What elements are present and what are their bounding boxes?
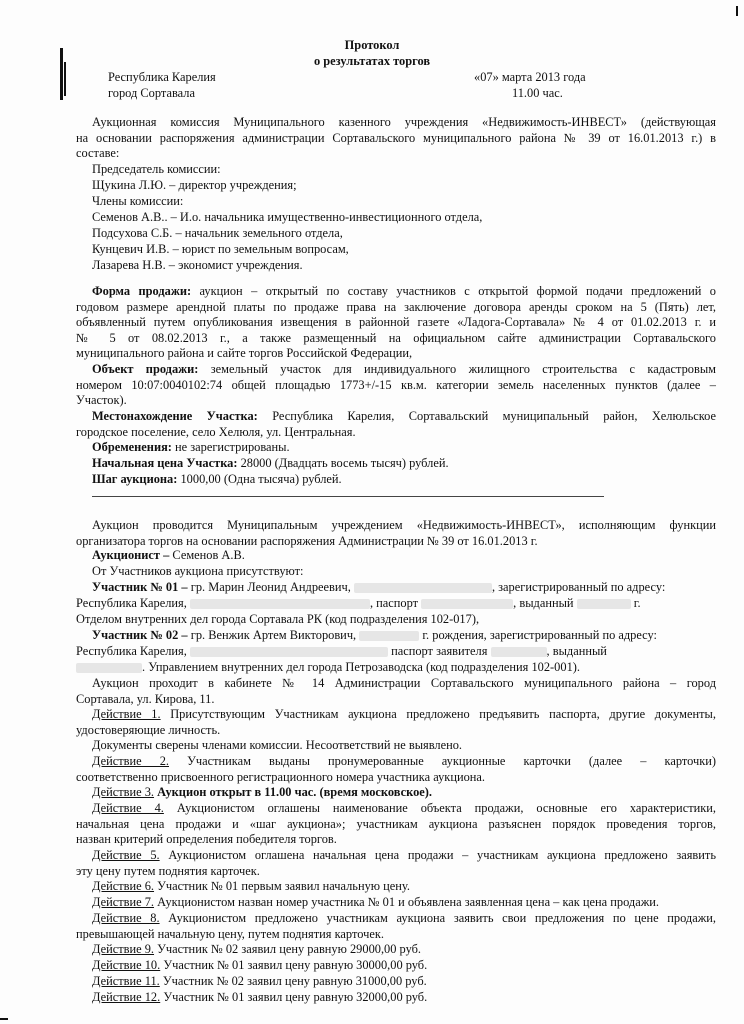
action-10: Действие 10. Участник № 01 заявил цену равную 30000,00 руб. xyxy=(92,958,428,972)
edge-mark xyxy=(0,1018,8,1020)
redacted-block xyxy=(359,631,419,641)
redacted-block xyxy=(190,599,370,609)
header-city: город Сортавала xyxy=(108,86,195,100)
action-9: Действие 9. Участник № 02 заявил цену равную 29000,00 руб. xyxy=(92,942,422,956)
present-label: От Участников аукциона присутствуют: xyxy=(92,564,304,578)
action-11: Действие 11. Участник № 02 заявил цену равную 31000,00 руб. xyxy=(92,974,427,988)
commission-member: Кунцевич И.В. – юрист по земельным вопросам, xyxy=(92,242,349,256)
participant-2-line: Участник № 02 – гр. Венжик Артем Викторович, г. рождения, зарегистрированный по адресу: xyxy=(92,628,657,642)
auctioneer: Аукционист – Семенов А.В. xyxy=(92,548,245,562)
corner-mark xyxy=(736,6,738,16)
action-6: Действие 6. Участник № 01 первым заявил начальную цену. xyxy=(92,879,410,893)
documents-verified: Документы сверены членами комиссии. Несоответствий не выявлено. xyxy=(92,738,463,752)
action-5: Действие 5. Аукционистом оглашена начальная цена продажи – участникам аукциона предложено заявить эту цену путем поднятия карточек. xyxy=(76,848,716,878)
redacted-block xyxy=(354,583,492,593)
action-7: Действие 7. Аукционистом назван номер участника № 01 и объявлена заявленная цена – как цена продажи. xyxy=(92,895,660,909)
action-2: Действие 2. Участникам выданы пронумерованные аукционные карточки (далее – карточки) соответственно присвоенного регистрационного номера участника аукциона. xyxy=(76,754,716,784)
auction-step: Шаг аукциона: 1000,00 (Одна тысяча) рублей. xyxy=(92,472,342,486)
redacted-block xyxy=(190,647,388,657)
form-of-sale: Форма продажи: аукцион – открытый по составу участников с открытой формой подачи предложений о годовом размере арендной платы по продаже права на заключение договора аренды сроком на 5 (Пять) лет, объявленный путем опубликования извещения в районной газете «Ладога-Сортавала» № 4 от 01.02.2013 г. и № 5 от 08.02.2013 г., а также размещенный на официальном сайте администрации Сортавальского муниципального района и сайте торгов Российской Федерации, xyxy=(76,284,716,361)
commission-chair: Щукина Л.Ю. – директор учреждения; xyxy=(92,178,297,192)
participant-1-line: Республика Карелия, , паспорт , выданный г. xyxy=(76,596,641,610)
action-12: Действие 12. Участник № 01 заявил цену равную 32000,00 руб. xyxy=(92,990,428,1004)
plot-location: Местонахождение Участка: Республика Карелия, Сортавальский муниципальный район, Хелюльское городское поселение, село Хелюля, ул. Центральная. xyxy=(76,409,716,439)
redacted-block xyxy=(421,599,513,609)
action-4: Действие 4. Аукционистом оглашены наименование объекта продажи, основные его характеристики, начальная цена продажи и «шаг аукциона»; участникам аукциона разъяснен порядок проведения торгов, назван критерий определения победителя торгов. xyxy=(76,801,716,847)
header-date: «07» марта 2013 года xyxy=(474,70,586,84)
object-of-sale: Объект продажи: земельный участок для индивидуального жилищного строительства с кадастровым номером 10:07:0040102:74 общей площадью 1773+/-15 кв.м. категории земель населенных пунктов (далее – Участок). xyxy=(76,362,716,408)
action-3: Действие 3. Аукцион открыт в 11.00 час. (время московское). xyxy=(92,785,433,799)
intro-paragraph: Аукционная комиссия Муниципального казенного учреждения «Недвижимость-ИНВЕСТ» (действующая на основании распоряжения администрации Сортавальского муниципального района № 39 от 16.01.2013 г.) в составе: xyxy=(76,115,716,161)
header-time: 11.00 час. xyxy=(512,86,563,100)
commission-member: Лазарева Н.В. – экономист учреждения. xyxy=(92,258,303,272)
action-1: Действие 1. Присутствующим Участникам аукциона предложено предъявить паспорта, другие документы, удостоверяющие личность. xyxy=(76,707,716,737)
redacted-block xyxy=(491,647,547,657)
participant-1-line: Отделом внутренних дел города Сортавала РК (код подразделения 102-017), xyxy=(76,612,480,626)
encumbrance: Обременения: не зарегистрированы. xyxy=(92,440,290,454)
doc-title: Протокол xyxy=(344,38,400,52)
commission-member: Семенов А.В.. – И.о. начальника имущественно-инвестиционного отдела, xyxy=(92,210,483,224)
redacted-block xyxy=(577,599,631,609)
commission-members-label: Члены комиссии: xyxy=(92,194,184,208)
start-price: Начальная цена Участка: 28000 (Двадцать восемь тысяч) рублей. xyxy=(92,456,449,470)
place-paragraph: Аукцион проходит в кабинете № 14 Администрации Сортавальского муниципального района – город Сортавала, ул. Кирова, 11. xyxy=(76,676,716,706)
divider-line xyxy=(92,496,604,497)
header-region: Республика Карелия xyxy=(108,70,216,84)
action-8: Действие 8. Аукционистом предложено участникам аукциона заявить свои предложения по цене продажи, превышающей начальную цену, путем поднятия карточек. xyxy=(76,911,717,941)
redacted-block xyxy=(76,663,142,673)
participant-2-line: Республика Карелия, паспорт заявителя , выданный xyxy=(76,644,607,658)
participant-1-line: Участник № 01 – гр. Марин Леонид Андреевич, , зарегистрированный по адресу: xyxy=(92,580,666,594)
participant-2-line: . Управлением внутренних дел города Петрозаводска (код подразделения 102-001). xyxy=(76,660,580,676)
commission-member: Подсухова С.Б. – начальник земельного отдела, xyxy=(92,226,343,240)
doc-subtitle: о результатах торгов xyxy=(313,54,431,68)
conduct-paragraph: Аукцион проводится Муниципальным учреждением «Недвижимость-ИНВЕСТ», исполняющим функции организатора торгов на основании распоряжения Администрации № 39 от 16.01.2013 г. xyxy=(76,518,716,548)
commission-chair-label: Председатель комиссии: xyxy=(92,162,221,176)
